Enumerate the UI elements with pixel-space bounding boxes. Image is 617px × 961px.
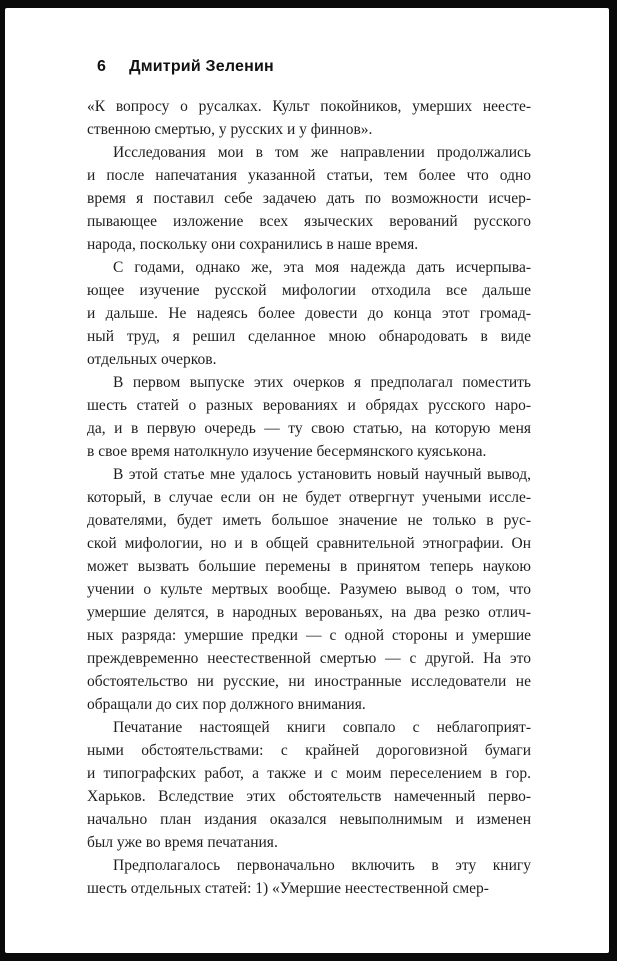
text-line: ных разряда: умершие предки — с одной стороны и умершие [87,627,531,644]
text-line: время я поставил себе задачею дать по возможности исчер- [87,190,531,207]
paragraph [87,256,531,371]
text-line: В этой статье мне удалось установить новый научный вывод, [113,466,531,483]
text-line: Исследования мои в том же направлении продолжались [113,144,531,161]
running-header [97,58,531,75]
text-line: «К вопросу о русалках. Культ покойников, умерших неесте- [87,98,531,115]
text-line: ственною смертью, у русских и у финнов». [87,121,373,138]
text-line: ный труд, я решил сделанное мною обнародовать в виде [87,328,531,345]
text-line: учении о культе мертвых вообще. Разумею вывод о том, что [87,581,531,598]
paragraph [87,371,531,463]
text-line: преждевременно неестественной смертью — с другой. На это [87,650,531,667]
text-line: отдельных очерков. [87,351,217,368]
paragraph [87,716,531,854]
text-line: умершие делятся, в народных верованьях, на два резко отлич- [87,604,531,621]
paragraph [87,95,531,141]
text-line: В первом выпуске этих очерков я предполагал поместить [113,374,531,391]
text-line: пывающее изложение всех языческих верований русского [87,213,531,230]
text-line: шесть отдельных статей: 1) «Умершие неестественной смер- [87,880,489,897]
text-line: шесть статей о разных верованиях и обрядах русского наро- [87,397,531,414]
text-line: Печатание настоящей книги совпало с неблагоприят- [113,719,531,736]
page-text [87,95,531,900]
paragraph [87,463,531,716]
paragraph [87,854,531,900]
text-line: начально план издания оказался невыполнимым и изменен [87,811,531,828]
text-line: Предполагалось первоначально включить в эту книгу [113,857,531,874]
text-line: Харьков. Вследствие этих обстоятельств намеченный перво- [87,788,531,805]
text-line: был уже во время печатания. [87,834,278,851]
text-line: может вызвать большие перемены в принятом теперь наукою [87,558,531,575]
page-number: 6 [97,58,107,75]
text-line: дователями, будет иметь большое значение не только в рус- [87,512,531,529]
paragraph [87,141,531,256]
text-line: народа, поскольку они сохранились в наше время. [87,236,419,253]
text-line: обстоятельство ни русские, ни иностранные исследователи не [87,673,531,690]
text-line: да, и в первую очередь — ту свою статью, на которую меня [87,420,531,437]
text-line: обращали до сих пор должного внимания. [87,696,366,713]
text-line: С годами, однако же, эта моя надежда дать исчерпыва- [113,259,531,276]
text-line: ными обстоятельствами: с крайней дороговизной бумаги [87,742,531,759]
text-line: ской мифологии, но и в общей сравнительной этнографии. Он [87,535,531,552]
author-name: Дмитрий Зеленин [129,58,274,75]
text-line: и дальше. Не надеясь более довести до конца этот громад- [87,305,531,322]
text-line: и типографских работ, а также и с моим переселением в гор. [87,765,531,782]
text-line: который, в случае если он не будет отвергнут учеными иссле- [87,489,531,506]
book-page [5,8,609,953]
text-line: и после напечатания указанной статьи, тем более что одно [87,167,531,184]
text-line: в свое время натолкнуло изучение бесермянского куяськона. [87,443,487,460]
text-line: ющее изучение русской мифологии отходила все дальше [87,282,531,299]
